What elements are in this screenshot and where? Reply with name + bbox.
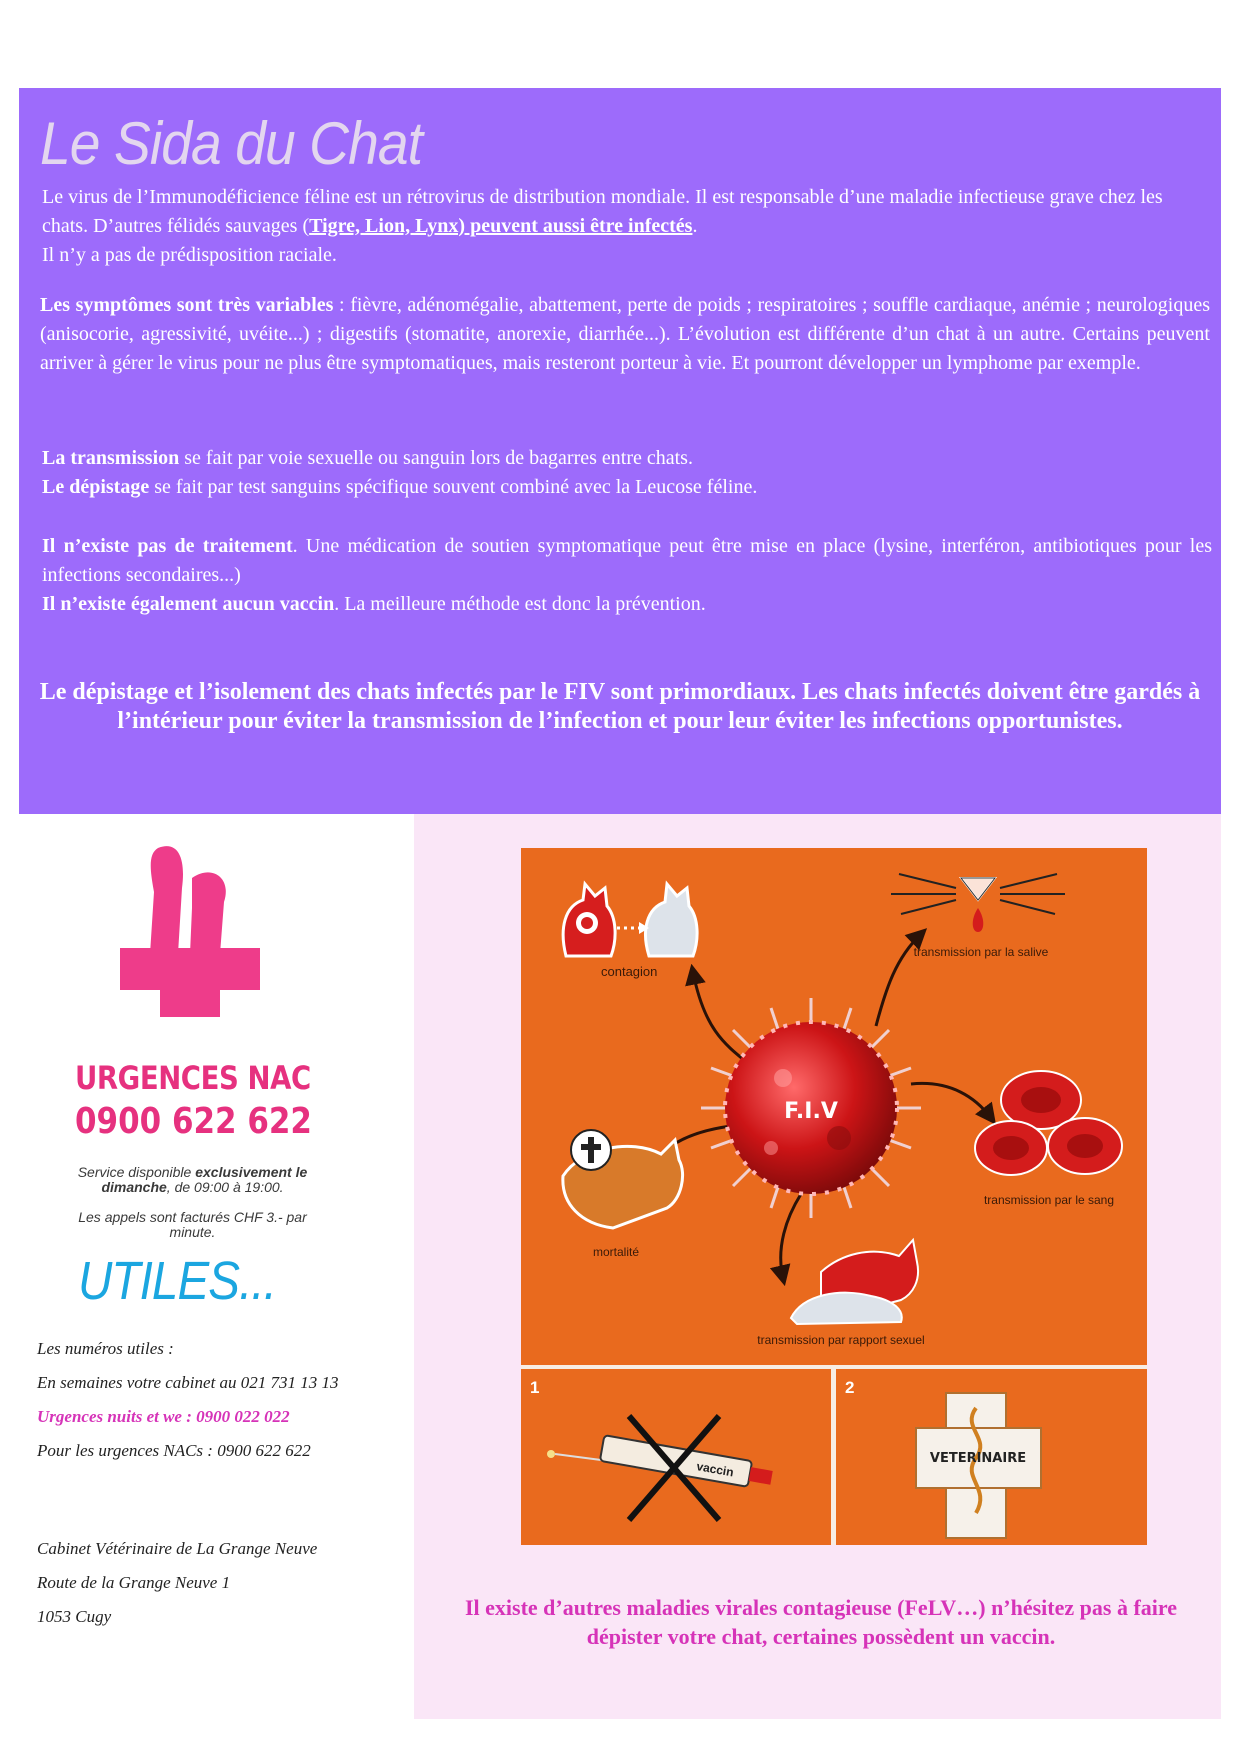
service-b: exclusivement le dimanche: [101, 1164, 308, 1195]
page-title: Le Sida du Chat: [40, 110, 423, 177]
saliva-text: transmission par la salive: [913, 945, 1049, 959]
treatment-text: . Une médication de soutien symptomatique peut être mise en place (lysine, interféron, antibiotiques pour les infections secondaires...): [42, 535, 1213, 586]
symptoms-paragraph: [40, 291, 1210, 378]
address-line: Route de la Grange Neuve 1: [37, 1573, 231, 1592]
label-saliva: [914, 945, 1049, 959]
useful-line: Pour les urgences NACs : 0900 622 622: [37, 1441, 311, 1460]
urgences-title: URGENCES NAC: [75, 1059, 311, 1097]
panel-1-number: 1: [530, 1378, 540, 1397]
fiv-diagram: [521, 848, 1147, 1545]
label-vaccin: vaccin: [695, 1459, 735, 1480]
screening-text: se fait par test sanguins spécifique souvent combiné avec la Leucose féline.: [149, 476, 758, 498]
address-line: 1053 Cugy: [37, 1607, 112, 1626]
treatment-lead: Il n’existe pas de traitement: [42, 535, 293, 557]
symptoms-lead: Les symptômes sont très variables: [40, 294, 334, 316]
symptoms-text: : fièvre, adénomégalie, abattement, perte de poids ; respiratoires ; souffle cardiaque, anémie ; neurologiques (anisocorie, agressivité, uvéite...) ; digestifs (stomatite, anorexie, diarrhée...). L’évolution est différente d’un chat à un autre. Certains peuvent arriver à gérer le virus pour ne plus être symptomatiques, mais resteront porteur à vie. Et pourront développer un lymphome par exemple.: [40, 294, 1210, 374]
divider-h: [521, 1365, 1147, 1369]
urgences-nac-logo: [120, 842, 260, 1017]
label-blood: transmission par le sang: [983, 1193, 1115, 1207]
utiles-title: UTILES...: [78, 1251, 277, 1311]
useful-line: En semaines votre cabinet au 021 731 13 13: [37, 1373, 339, 1392]
label-veterinaire: VETERINAIRE: [929, 1451, 1027, 1466]
intro-paragraph: [42, 183, 1212, 270]
divider-v: [831, 1369, 836, 1545]
treatment-paragraph: [42, 532, 1212, 619]
intro-racial: Il n’y a pas de prédisposition raciale.: [42, 244, 337, 266]
intro-wild-felids: Tigre, Lion, Lynx) peuvent aussi être infectés: [309, 215, 693, 237]
useful-line: Les numéros utiles :: [37, 1339, 174, 1358]
useful-line-emergency: Urgences nuits et we : 0900 022 022: [37, 1407, 290, 1426]
call-fee: Les appels sont facturés CHF 3.- par minute.: [78, 1209, 307, 1240]
label-mortality: mortalité: [593, 1245, 640, 1259]
intro-tail: .: [692, 215, 698, 237]
service-hours: [70, 1165, 315, 1195]
address-line: Cabinet Vétérinaire de La Grange Neuve: [37, 1539, 318, 1558]
service-c: , de 09:00 à 19:00.: [166, 1179, 284, 1195]
label-sexual: transmission par rapport sexuel: [757, 1333, 925, 1347]
info-panel: [19, 88, 1221, 814]
intro-text: Le virus de l’Immunodéficience féline est un rétrovirus de distribution mondiale. Il est responsable d’une maladie infectieuse grave chez les chats. D’autres félidés sauvages (: [42, 186, 1163, 237]
label-contagion: contagion: [601, 964, 658, 979]
screening-lead: Le dépistage: [42, 476, 150, 498]
urgences-phone: 0900 622 622: [75, 1101, 312, 1142]
service-a: Service disponible: [77, 1164, 196, 1180]
key-message: Le dépistage et l’isolement des chats infectés par le FIV sont primordiaux. Les chats infectés doivent être gardés à l’intérieur pour éviter la transmission de l’infection et pour leur éviter les infections opportunistes.: [39, 679, 1201, 734]
transmission-text: se fait par voie sexuelle ou sanguin lors de bagarres entre chats.: [179, 447, 693, 469]
transmission-lead: La transmission: [42, 447, 180, 469]
vaccine-text: . La meilleure méthode est donc la prévention.: [334, 593, 706, 615]
other-diseases-note: Il existe d’autres maladies virales contagieuse (FeLV…) n’hésitez pas à faire dépister votre chat, certaines possèdent un vaccin.: [464, 1595, 1178, 1649]
transmission-paragraph: [42, 444, 1212, 502]
label-fiv: F.I.V: [784, 1099, 838, 1124]
panel-2-number: 2: [845, 1378, 855, 1397]
vaccine-lead: Il n’existe également aucun vaccin: [42, 593, 335, 615]
